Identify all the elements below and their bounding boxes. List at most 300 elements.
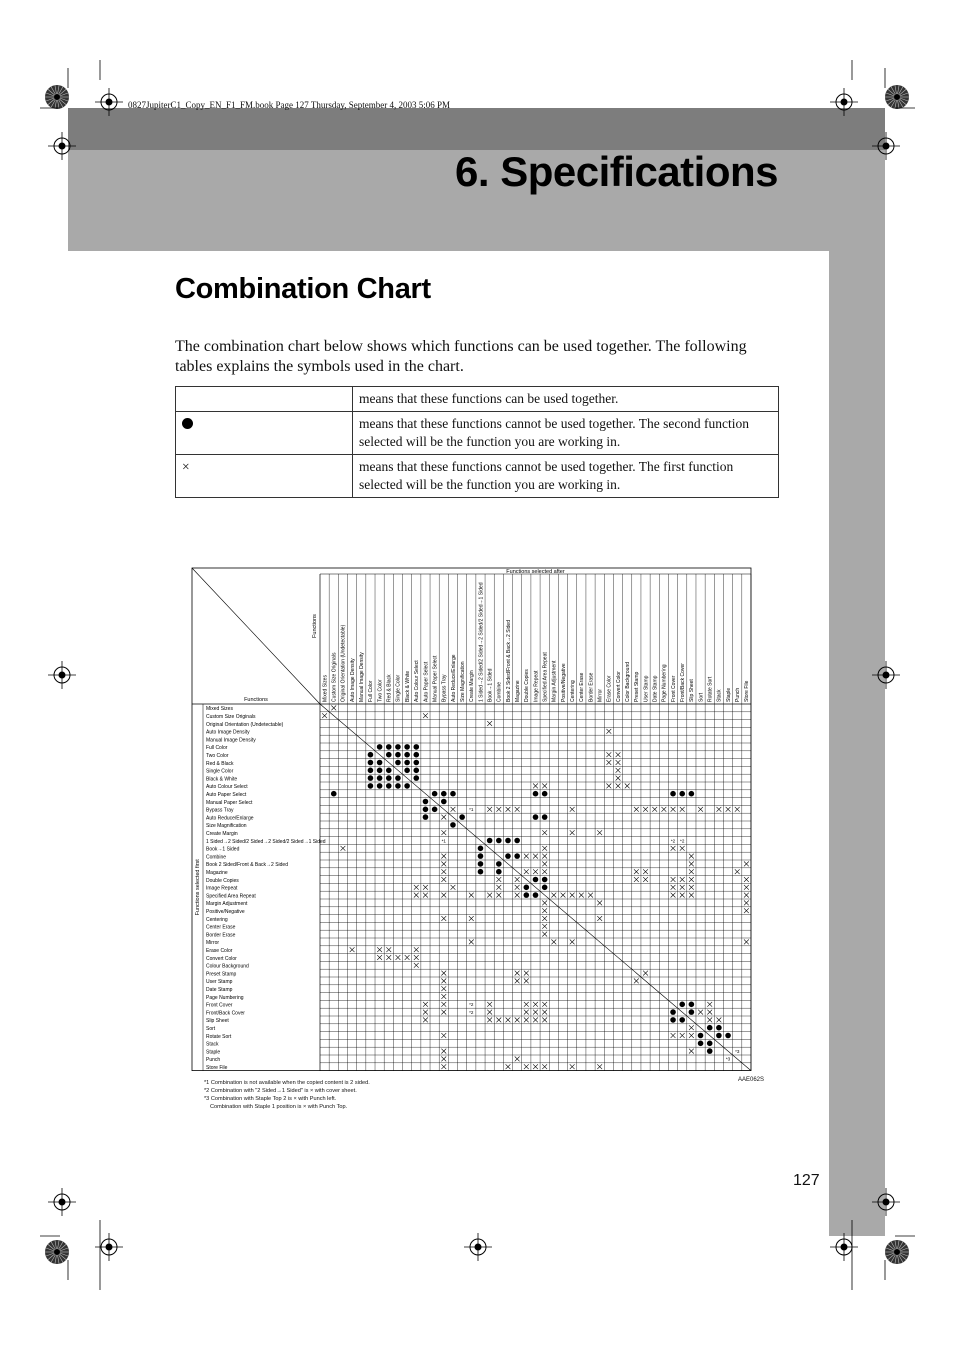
cell-cross <box>744 885 749 890</box>
color-wheel-mark <box>897 87 903 97</box>
registration-target <box>841 99 848 106</box>
cell-dot <box>496 861 502 867</box>
legend-row <box>176 387 779 412</box>
cell-cross <box>707 1002 712 1007</box>
cell-cross <box>524 979 529 984</box>
column-header: Auto Colour Select <box>414 660 421 702</box>
cell-dot <box>413 752 419 758</box>
cell-cross <box>716 1018 721 1023</box>
column-header: Erase Color <box>606 675 613 702</box>
column-header: 1 Sided→2 Sided/2 Sided→2 Sided/2 Sided→1 Sided <box>478 582 485 702</box>
color-wheel-mark <box>891 1242 897 1252</box>
chart-footnotes <box>204 1079 370 1111</box>
cell-cross <box>441 971 446 976</box>
cell-cross <box>524 869 529 874</box>
cell-cross <box>744 940 749 945</box>
cell-cross <box>487 1002 492 1007</box>
column-header: Bypass Tray <box>441 674 448 702</box>
cell-dot <box>395 760 401 766</box>
cell-cross <box>524 1018 529 1023</box>
cell-dot <box>450 822 456 828</box>
cell-cross <box>561 893 566 898</box>
cell-dot <box>716 1033 722 1039</box>
column-header: Stack <box>716 689 723 702</box>
cell-cross <box>487 807 492 812</box>
cell-cross <box>671 893 676 898</box>
cell-cross <box>616 760 621 765</box>
cell-cross <box>570 1064 575 1069</box>
cell-cross <box>634 979 639 984</box>
cell-cross <box>597 830 602 835</box>
cell-cross <box>414 955 419 960</box>
cell-dot <box>432 791 438 797</box>
cell-cross <box>414 947 419 952</box>
registration-target <box>475 1244 482 1251</box>
cell-cross <box>735 869 740 874</box>
cell-dot <box>377 744 383 750</box>
color-wheel-mark <box>888 89 897 97</box>
cell-cross <box>588 893 593 898</box>
cell-note: *2 <box>680 838 685 844</box>
row-header: Auto Paper Select <box>206 792 247 798</box>
cell-dot <box>413 744 419 750</box>
cell-cross <box>441 986 446 991</box>
color-wheel-mark <box>57 1242 63 1252</box>
cell-dot <box>478 869 484 875</box>
color-wheel-mark <box>55 1240 57 1252</box>
cell-cross <box>551 940 556 945</box>
row-header: Magazine <box>206 870 228 876</box>
cell-cross <box>744 893 749 898</box>
color-wheel-mark <box>57 97 68 101</box>
footnote: Combination with Staple 1 position is × with Punch Top. <box>210 1104 348 1110</box>
corner-diagonal <box>192 568 320 704</box>
cell-dot <box>404 744 410 750</box>
color-wheel-mark <box>57 87 63 97</box>
cell-cross <box>716 807 721 812</box>
cell-cross <box>680 846 685 851</box>
cell-cross <box>542 1010 547 1015</box>
side-band <box>829 251 885 1236</box>
cell-cross <box>506 807 511 812</box>
column-header: Manual Image Density <box>359 652 366 702</box>
cell-cross <box>689 862 694 867</box>
row-header: Auto Colour Select <box>206 784 248 791</box>
cell-dot <box>533 791 539 797</box>
cell-cross <box>441 893 446 898</box>
color-wheel-mark <box>46 1248 57 1252</box>
cell-dot <box>404 752 410 758</box>
cell-cross <box>671 807 676 812</box>
cell-dot <box>377 783 383 789</box>
cell-dot <box>679 1017 685 1023</box>
color-wheel-mark <box>46 93 57 97</box>
color-wheel-mark <box>885 85 909 109</box>
cell-cross <box>533 1064 538 1069</box>
column-header: User Stamp <box>643 675 650 702</box>
row-header: Bypass Tray <box>206 807 234 814</box>
cell-dot <box>450 791 456 797</box>
cell-cross <box>441 1010 446 1015</box>
row-header: Red & Black <box>206 760 234 767</box>
cell-cross <box>524 854 529 859</box>
cell-dot <box>533 892 539 898</box>
cell-cross <box>441 1064 446 1069</box>
row-header: Rotate Sort <box>206 1033 232 1040</box>
cell-dot <box>432 807 438 813</box>
column-header: Auto Paper Select <box>423 661 430 702</box>
cell-dot <box>698 1041 704 1047</box>
cell-note: *3 <box>725 1056 731 1062</box>
cell-cross <box>469 893 474 898</box>
column-header: Front/Back Cover <box>680 663 687 702</box>
cell-cross <box>606 729 611 734</box>
cell-cross <box>616 768 621 773</box>
cell-cross <box>542 932 547 937</box>
row-header: Staple <box>206 1049 221 1056</box>
cell-cross <box>341 846 346 851</box>
row-header: Combine <box>206 854 227 861</box>
cell-cross <box>423 1010 428 1015</box>
row-header: 1 Sided→2 Sided/2 Sided→2 Sided/2 Sided→1 Sided <box>206 838 326 845</box>
column-header: Date Stamp <box>652 675 659 702</box>
cell-cross <box>524 971 529 976</box>
row-header: Store File <box>206 1065 228 1071</box>
cell-dot <box>505 853 511 859</box>
color-wheel-mark <box>57 1248 68 1252</box>
color-wheel-mark <box>897 85 899 97</box>
color-wheel-mark <box>891 1252 897 1262</box>
registration-target <box>59 143 66 150</box>
legend-symbol: × <box>176 455 353 498</box>
color-wheel-mark <box>894 94 900 100</box>
cell-cross <box>441 815 446 820</box>
color-wheel-mark <box>46 97 57 101</box>
cell-cross <box>487 893 492 898</box>
cell-cross <box>377 955 382 960</box>
color-wheel-mark <box>57 1240 59 1252</box>
dot-icon <box>182 418 193 429</box>
cell-cross <box>441 854 446 859</box>
registration-target <box>836 1239 852 1255</box>
cell-cross <box>441 979 446 984</box>
registration-target <box>106 1244 113 1251</box>
color-wheel-mark <box>45 1240 69 1264</box>
cell-dot <box>542 885 548 891</box>
cell-cross <box>441 916 446 921</box>
cell-cross <box>661 807 666 812</box>
color-wheel-mark <box>57 85 59 97</box>
side-axis-label: Functions selected first <box>195 859 201 916</box>
cell-dot <box>404 783 410 789</box>
cell-cross <box>597 916 602 921</box>
column-header: Auto Reduce/Enlarge <box>450 654 457 702</box>
color-wheel-mark <box>48 1252 57 1260</box>
row-header: Margin Adjustment <box>206 901 248 908</box>
cell-dot <box>404 768 410 774</box>
cell-cross <box>506 1064 511 1069</box>
cell-cross <box>506 1018 511 1023</box>
cell-dot <box>533 877 539 883</box>
column-header: Page Numbering <box>661 664 668 702</box>
cell-dot <box>395 783 401 789</box>
cell-dot <box>670 791 676 797</box>
cell-cross <box>515 971 520 976</box>
color-wheel-mark <box>897 93 908 97</box>
row-header: Page Numbering <box>206 994 244 1001</box>
color-wheel-mark <box>897 1252 908 1256</box>
column-header: Create Margin <box>469 670 476 702</box>
cell-dot <box>542 877 548 883</box>
cell-cross <box>634 877 639 882</box>
cell-cross <box>671 877 676 882</box>
column-header: Border Erase <box>588 672 595 702</box>
cell-cross <box>496 807 501 812</box>
cell-cross <box>496 885 501 890</box>
cell-cross <box>533 869 538 874</box>
color-wheel-mark <box>48 97 57 105</box>
row-header: Centering <box>206 916 228 923</box>
cell-dot <box>441 791 447 797</box>
column-header: Punch <box>735 687 742 702</box>
cell-cross <box>423 1002 428 1007</box>
cell-dot <box>707 1025 713 1031</box>
cell-note: *3 <box>735 1048 740 1054</box>
cell-cross <box>744 901 749 906</box>
cell-cross <box>515 885 520 890</box>
color-wheel-mark <box>897 1252 903 1262</box>
cell-dot <box>514 838 520 844</box>
color-wheel-mark <box>885 1240 909 1264</box>
column-header: Auto Image Density <box>349 658 356 702</box>
section-title: Combination Chart <box>175 273 431 305</box>
cell-cross <box>570 940 575 945</box>
color-wheel-mark <box>55 1252 57 1264</box>
color-wheel-mark <box>897 97 908 101</box>
cell-cross <box>689 869 694 874</box>
row-header: Stack <box>206 1041 219 1048</box>
cell-cross <box>643 877 648 882</box>
color-wheel-mark <box>886 93 897 97</box>
color-wheel-mark <box>897 89 906 97</box>
cell-cross <box>625 784 630 789</box>
color-wheel-mark <box>891 97 897 107</box>
legend-text: means that these functions can be used together. <box>353 387 779 412</box>
color-wheel-mark <box>897 1252 899 1264</box>
row-header: Custom Size Originals <box>206 714 256 720</box>
cell-cross <box>515 979 520 984</box>
color-wheel-mark <box>57 1252 66 1260</box>
column-header: Specified Area Repeat <box>542 652 549 702</box>
cell-cross <box>744 908 749 913</box>
cell-cross <box>542 924 547 929</box>
cell-cross <box>542 1018 547 1023</box>
cell-cross <box>524 1064 529 1069</box>
color-wheel-mark <box>897 1248 908 1252</box>
cell-cross <box>515 1018 520 1023</box>
footnote: *1 Combination is not available when the copied content is 2 sided. <box>204 1080 370 1086</box>
color-wheel-mark <box>57 1252 68 1256</box>
column-header: Red & Black <box>386 674 393 702</box>
color-wheel-mark <box>895 85 897 97</box>
cell-cross <box>496 893 501 898</box>
row-axis-label: Functions <box>244 697 268 703</box>
cell-dot <box>377 775 383 781</box>
cell-dot <box>423 807 429 813</box>
cell-dot <box>542 791 548 797</box>
color-wheel-mark <box>886 1252 897 1256</box>
cell-cross <box>643 869 648 874</box>
cell-cross <box>386 955 391 960</box>
cell-cross <box>441 994 446 999</box>
cell-cross <box>441 1033 446 1038</box>
column-header: Magazine <box>514 680 521 702</box>
color-wheel-mark <box>48 89 57 97</box>
color-wheel-mark <box>57 97 63 107</box>
cell-cross <box>414 893 419 898</box>
color-wheel-mark <box>897 97 899 109</box>
color-wheel-mark <box>57 97 66 105</box>
cell-cross <box>570 807 575 812</box>
cell-dot <box>395 752 401 758</box>
cell-cross <box>423 885 428 890</box>
cell-cross <box>597 1064 602 1069</box>
cell-cross <box>515 1057 520 1062</box>
color-wheel-mark <box>895 1240 897 1252</box>
row-header: User Stamp <box>206 979 233 986</box>
row-header: Double Copies <box>206 877 239 884</box>
cell-dot <box>368 783 374 789</box>
cell-cross <box>533 1010 538 1015</box>
registration-target <box>841 1244 848 1251</box>
column-header: Positive/Negative <box>560 663 567 702</box>
cell-dot <box>725 1033 731 1039</box>
cell-cross <box>680 877 685 882</box>
registration-target <box>101 1239 117 1255</box>
cell-dot <box>670 1009 676 1015</box>
column-header: Original Orientation (Undetectable) <box>340 624 347 702</box>
row-header: Auto Image Density <box>206 729 250 736</box>
cell-cross <box>680 807 685 812</box>
cell-dot <box>524 892 530 898</box>
cell-note: *2 <box>469 1009 474 1015</box>
cell-cross <box>441 869 446 874</box>
column-header: Single Color <box>395 674 402 702</box>
grid-diagonal <box>320 704 751 1071</box>
row-header: Book→1 Sided <box>206 846 240 853</box>
cell-dot <box>670 1017 676 1023</box>
cell-cross <box>542 869 547 874</box>
cell-cross <box>496 1018 501 1023</box>
column-header: Custom Size Originals <box>331 652 338 702</box>
cell-cross <box>322 713 327 718</box>
cell-cross <box>487 1010 492 1015</box>
cell-cross <box>671 846 676 851</box>
cell-dot <box>689 1009 695 1015</box>
cell-cross <box>441 1049 446 1054</box>
cell-cross <box>414 885 419 890</box>
color-wheel-mark <box>57 97 59 109</box>
cell-dot <box>716 1025 722 1031</box>
combination-chart <box>190 566 775 1076</box>
cell-dot <box>533 814 539 820</box>
cell-cross <box>689 877 694 882</box>
cell-cross <box>441 1002 446 1007</box>
intro-paragraph: The combination chart below shows which functions can be used together. The following tables explains the symbols used in the chart. <box>175 338 747 375</box>
row-header: Size Magnification <box>206 823 247 830</box>
color-wheel-mark <box>895 97 897 109</box>
color-wheel-mark <box>886 97 897 101</box>
cell-cross <box>377 947 382 952</box>
column-header: Manual Paper Select <box>432 655 439 702</box>
color-wheel-mark <box>55 85 57 97</box>
column-header: Margin Adjustment <box>551 660 558 702</box>
color-wheel-mark <box>54 94 60 100</box>
color-wheel-mark <box>57 89 66 97</box>
column-header: Rotate Sort <box>707 676 714 702</box>
legend-text: means that these functions cannot be used together. The first function selected will be the function you are working in. <box>353 455 779 498</box>
registration-target <box>106 99 113 106</box>
cell-dot <box>514 853 520 859</box>
color-wheel-mark <box>46 1252 57 1256</box>
cell-note: *2 <box>670 838 676 844</box>
cell-cross <box>542 854 547 859</box>
cell-cross <box>451 807 456 812</box>
cell-cross <box>680 885 685 890</box>
row-header: Convert Color <box>206 955 237 962</box>
cell-dot <box>386 752 392 758</box>
cell-cross <box>331 706 336 711</box>
cell-cross <box>680 1033 685 1038</box>
row-header: Front Cover <box>206 1002 233 1009</box>
cell-dot <box>441 799 447 805</box>
cell-cross <box>616 776 621 781</box>
cell-dot <box>707 1041 713 1047</box>
column-header: Black & White <box>404 670 411 702</box>
cell-dot <box>542 814 548 820</box>
registration-target <box>54 1194 70 1210</box>
cell-dot <box>413 768 419 774</box>
cell-cross <box>707 1010 712 1015</box>
column-header: Full Color <box>368 680 375 702</box>
column-header: Store File <box>744 680 751 702</box>
column-header: Slip Sheet <box>689 679 696 702</box>
row-header: Image Repeat <box>206 885 238 892</box>
cell-cross <box>689 885 694 890</box>
legend-symbol <box>176 412 353 455</box>
cell-cross <box>487 1018 492 1023</box>
cell-cross <box>441 1057 446 1062</box>
column-header: Preset Stamp <box>634 671 641 702</box>
color-wheel-mark <box>897 1242 903 1252</box>
column-header: Center Erase <box>579 672 586 702</box>
registration-target <box>59 1199 66 1206</box>
cell-note: *1 <box>441 838 446 844</box>
cell-cross <box>579 893 584 898</box>
cell-dot <box>377 768 383 774</box>
row-header: Create Margin <box>206 831 238 837</box>
row-header: Mirror <box>206 940 220 947</box>
cell-dot <box>698 1033 704 1039</box>
color-wheel-mark <box>57 93 68 97</box>
color-wheel-mark <box>894 1249 900 1255</box>
cell-dot <box>487 838 493 844</box>
cell-dot <box>423 799 429 805</box>
cell-cross <box>524 1010 529 1015</box>
cell-cross <box>469 940 474 945</box>
cell-dot <box>413 775 419 781</box>
color-wheel-mark <box>51 87 57 97</box>
